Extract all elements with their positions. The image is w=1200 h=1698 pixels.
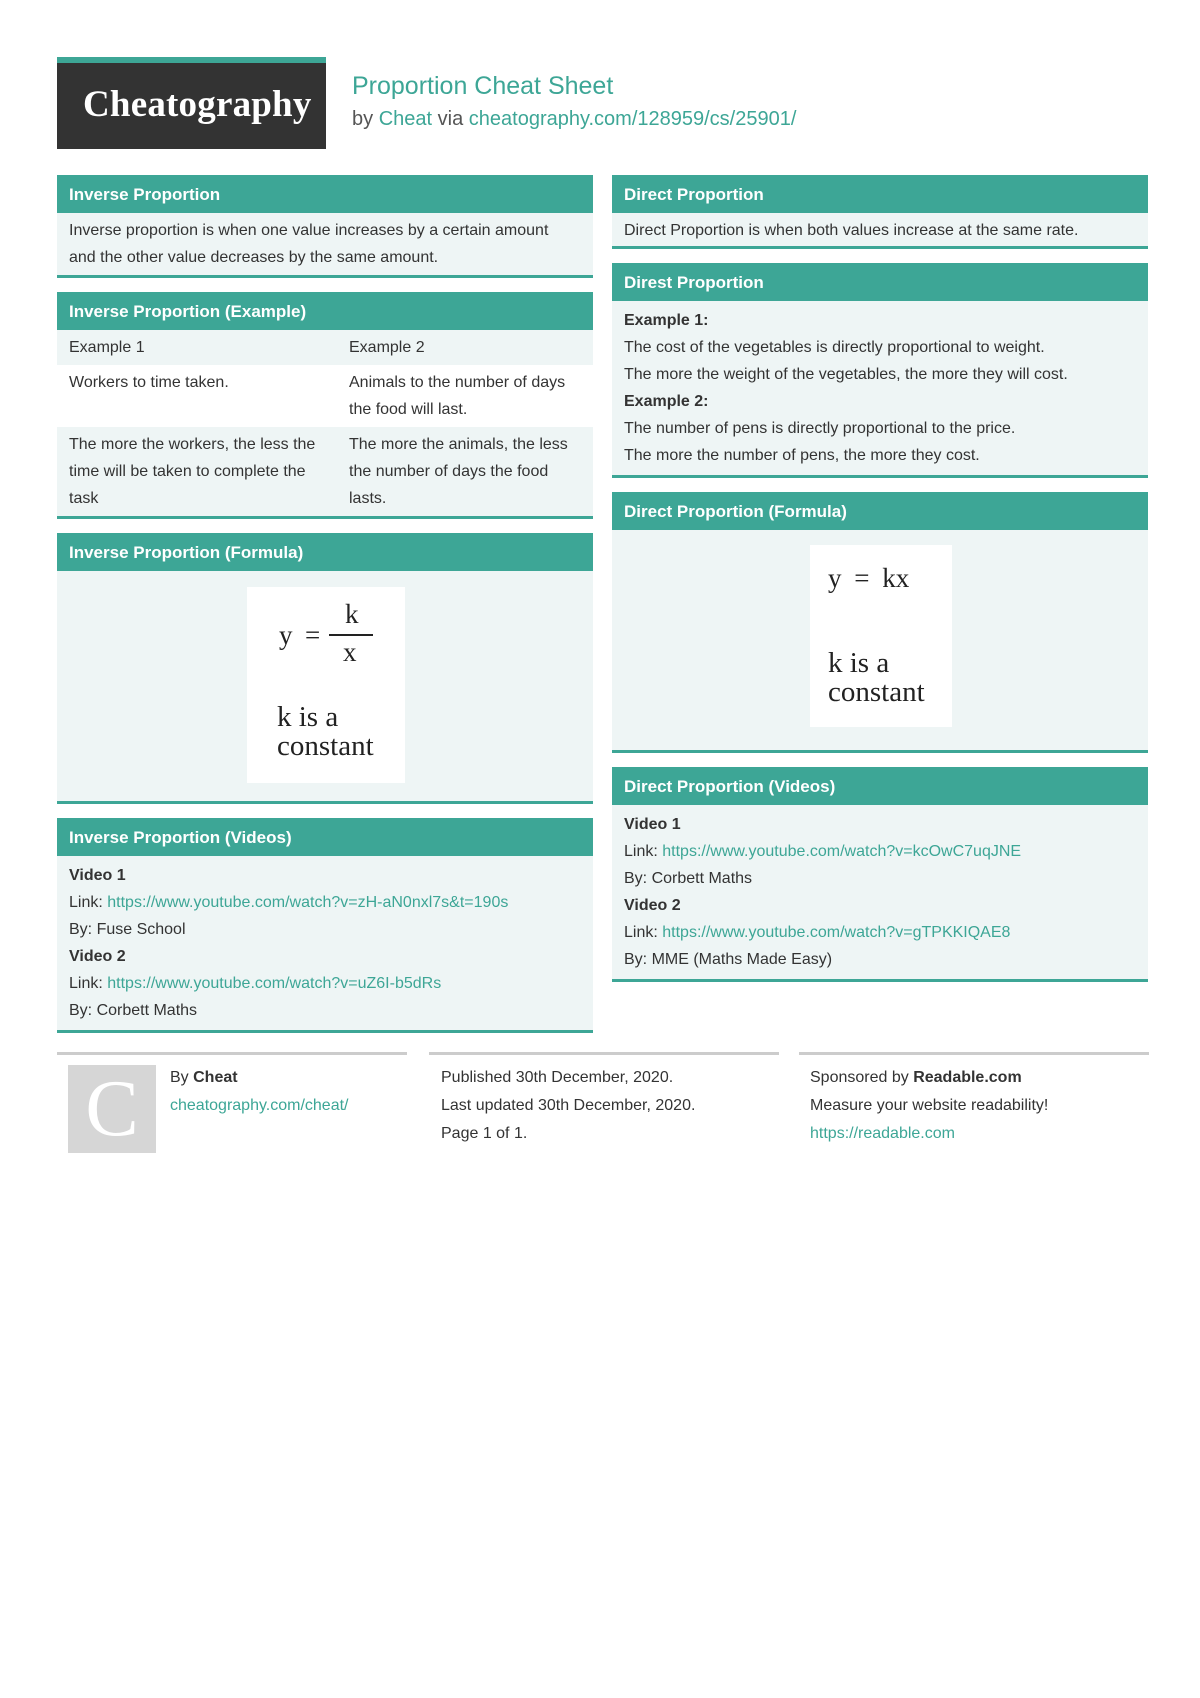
- inverse-formula-image: [247, 587, 405, 783]
- footer-author-link[interactable]: cheatography.com/cheat/: [170, 1097, 349, 1114]
- footer-author-row: [170, 1064, 348, 1092]
- table-cell: Animals to the number of days the food will last.: [337, 365, 593, 427]
- section-body: [612, 213, 1148, 246]
- section-heading: Inverse Proportion (Videos): [57, 818, 593, 856]
- formula-area: [57, 571, 593, 801]
- footer-divider: [799, 1052, 1149, 1055]
- video-title: Video 2: [69, 948, 126, 965]
- direct-proportion-section: [612, 175, 1148, 249]
- video-link-row: [69, 889, 581, 916]
- formula-equals: =: [305, 620, 321, 650]
- sponsored-by: Sponsored by: [810, 1069, 909, 1086]
- footer-author-name: Cheat: [193, 1069, 238, 1086]
- video-title: Video 2: [624, 897, 681, 914]
- example-table: [57, 330, 593, 516]
- byline-by: by: [352, 108, 374, 130]
- section-body: [612, 805, 1148, 979]
- direct-examples-section: [612, 263, 1148, 478]
- video-link[interactable]: https://www.youtube.com/watch?v=zH-aN0nxl7s&t=190s: [107, 894, 509, 911]
- direct-videos-section: [612, 767, 1148, 982]
- updated-date: Last updated 30th December, 2020.: [441, 1097, 696, 1114]
- right-column: [612, 175, 1148, 996]
- formula-area: [612, 530, 1148, 750]
- example-line: The more the number of pens, the more they cost.: [624, 447, 980, 464]
- author-avatar[interactable]: [68, 1065, 156, 1153]
- section-heading: Direct Proportion (Videos): [612, 767, 1148, 805]
- section-heading: Inverse Proportion (Formula): [57, 533, 593, 571]
- section-heading: Direct Proportion (Formula): [612, 492, 1148, 530]
- formula-denominator: x: [343, 637, 357, 667]
- video-link-row: [69, 970, 581, 997]
- video-link[interactable]: https://www.youtube.com/watch?v=gTPKKIQAE8: [662, 924, 1011, 941]
- footer-by: By: [170, 1069, 189, 1086]
- sponsor-name: Readable.com: [913, 1069, 1022, 1086]
- table-cell: Example 1: [57, 330, 337, 365]
- formula-note: k is a constant: [277, 701, 374, 762]
- video-author: By: Corbett Maths: [624, 870, 753, 887]
- left-column: [57, 175, 593, 1047]
- section-heading: Inverse Proportion: [57, 175, 593, 213]
- inverse-videos-section: [57, 818, 593, 1033]
- formula-note: k is a constant: [828, 647, 925, 708]
- example-line: The cost of the vegetables is directly proportional to weight.: [624, 339, 1045, 356]
- page-number: Page 1 of 1.: [441, 1125, 528, 1142]
- example-label: Example 1:: [624, 312, 709, 329]
- section-body: [612, 301, 1148, 475]
- example-line: The number of pens is directly proportional to the price.: [624, 420, 1016, 437]
- footer-divider: [429, 1052, 779, 1055]
- link-label: Link:: [624, 924, 658, 941]
- video-link-row: [624, 919, 1136, 946]
- section-body: [57, 856, 593, 1030]
- table-cell: The more the workers, the less the time will be taken to complete the task: [57, 427, 337, 516]
- section-heading: Inverse Proportion (Example): [57, 292, 593, 330]
- definition-line: and the other value decreases by the same amount.: [69, 249, 439, 266]
- example-line: The more the weight of the vegetables, the more they will cost.: [624, 366, 1068, 383]
- footer-sponsor-block: [810, 1064, 1048, 1148]
- cheatography-logo[interactable]: [57, 57, 326, 149]
- table-cell: Example 2: [337, 330, 593, 365]
- video-link[interactable]: https://www.youtube.com/watch?v=uZ6I-b5dRs: [107, 975, 442, 992]
- link-label: Link:: [69, 975, 103, 992]
- video-title: Video 1: [69, 867, 126, 884]
- fraction-bar: [329, 634, 373, 636]
- table-cell: Workers to time taken.: [57, 365, 337, 427]
- link-label: Link:: [69, 894, 103, 911]
- avatar-letter: C: [85, 1065, 139, 1153]
- published-date: Published 30th December, 2020.: [441, 1069, 674, 1086]
- footer-publish-block: [441, 1064, 695, 1148]
- page-title: Proportion Cheat Sheet: [352, 72, 614, 100]
- sponsor-link[interactable]: https://readable.com: [810, 1125, 955, 1142]
- byline-via: via: [437, 108, 464, 130]
- formula-y: y: [279, 620, 293, 650]
- video-author: By: Fuse School: [69, 921, 186, 938]
- direct-formula-section: [612, 492, 1148, 753]
- footer-author-block: [170, 1064, 348, 1120]
- definition-line: Inverse proportion is when one value increases by a certain amount: [69, 222, 549, 239]
- table-cell: The more the animals, the less the number of days the food lasts.: [337, 427, 593, 516]
- direct-formula-image: [810, 545, 952, 727]
- logo-text: Cheatography: [83, 84, 312, 125]
- sheet-url-link[interactable]: cheatography.com/128959/cs/25901/: [468, 108, 797, 130]
- definition-line: Direct Proportion is when both values increase at the same rate.: [624, 222, 1079, 239]
- video-link[interactable]: https://www.youtube.com/watch?v=kcOwC7uqJNE: [662, 843, 1022, 860]
- byline: [352, 108, 796, 131]
- link-label: Link:: [624, 843, 658, 860]
- section-heading: Direst Proportion: [612, 263, 1148, 301]
- example-label: Example 2:: [624, 393, 709, 410]
- logo-accent-bar: [57, 57, 326, 63]
- video-author: By: MME (Maths Made Easy): [624, 951, 833, 968]
- formula-numerator: k: [345, 599, 359, 629]
- video-author: By: Corbett Maths: [69, 1002, 198, 1019]
- inverse-example-section: [57, 292, 593, 519]
- video-title: Video 1: [624, 816, 681, 833]
- sponsor-row: [810, 1064, 1048, 1092]
- section-heading: Direct Proportion: [612, 175, 1148, 213]
- footer-divider: [57, 1052, 407, 1055]
- author-link[interactable]: Cheat: [378, 108, 433, 130]
- section-body: [57, 213, 593, 275]
- inverse-formula-section: [57, 533, 593, 804]
- formula-expression: y = kx: [828, 563, 910, 593]
- video-link-row: [624, 838, 1136, 865]
- inverse-proportion-section: [57, 175, 593, 278]
- sponsor-tagline: Measure your website readability!: [810, 1097, 1049, 1114]
